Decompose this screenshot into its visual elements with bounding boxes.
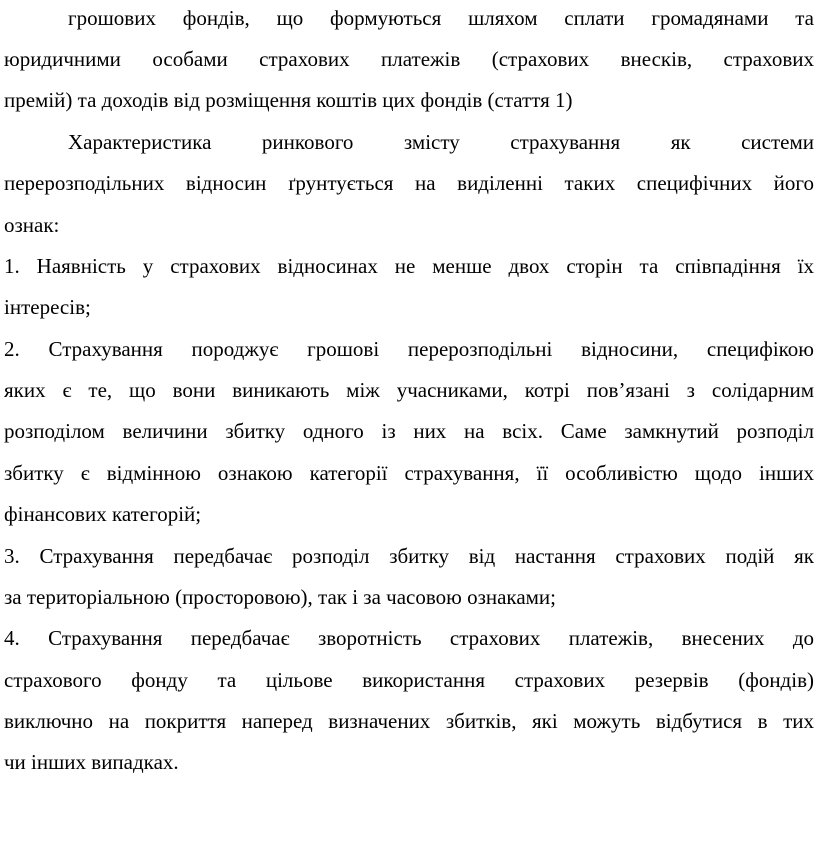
- list-item-line: 3. Страхування передбачає розподіл збитку від настання страхових подій як: [4, 544, 814, 568]
- list-item-line: 4. Страхування передбачає зворотність страхових платежів, внесених до: [4, 626, 814, 650]
- list-item-line: за територіальною (просторовою), так і за часовою ознаками;: [4, 585, 556, 609]
- list-item-line: інтересів;: [4, 295, 91, 319]
- list-item-line: фінансових категорій;: [4, 502, 202, 526]
- list-item-line: страхового фонду та цільове використання страхових резервів (фондів): [4, 668, 814, 692]
- text-line: премій) та доходів від розміщення коштів цих фондів (стаття 1): [4, 88, 573, 112]
- list-item-line: збитку є відмінною ознакою категорії страхування, її особливістю щодо інших: [4, 461, 814, 485]
- list-item-line: розподілом величини збитку одного із них на всіх. Саме замкнутий розподіл: [4, 419, 814, 443]
- text-line: Характеристика ринкового змісту страхування як системи: [68, 130, 814, 154]
- text-line: ознак:: [4, 213, 60, 237]
- list-item-line: яких є те, що вони виникають між учасниками, котрі пов’язані з солідарним: [4, 378, 814, 402]
- list-item-line: 1. Наявність у страхових відносинах не менше двох сторін та співпадіння їх: [4, 254, 814, 278]
- text-line: грошових фондів, що формуються шляхом сплати громадянами та: [68, 6, 814, 30]
- list-item-line: виключно на покриття наперед визначених збитків, які можуть відбутися в тих: [4, 709, 814, 733]
- list-item-line: 2. Страхування породжує грошові перерозподільні відносини, специфікою: [4, 337, 814, 361]
- text-line: перерозподільних відносин ґрунтується на виділенні таких специфічних його: [4, 171, 814, 195]
- text-line: юридичними особами страхових платежів (страхових внесків, страхових: [4, 47, 814, 71]
- list-item-line: чи інших випадках.: [4, 750, 179, 774]
